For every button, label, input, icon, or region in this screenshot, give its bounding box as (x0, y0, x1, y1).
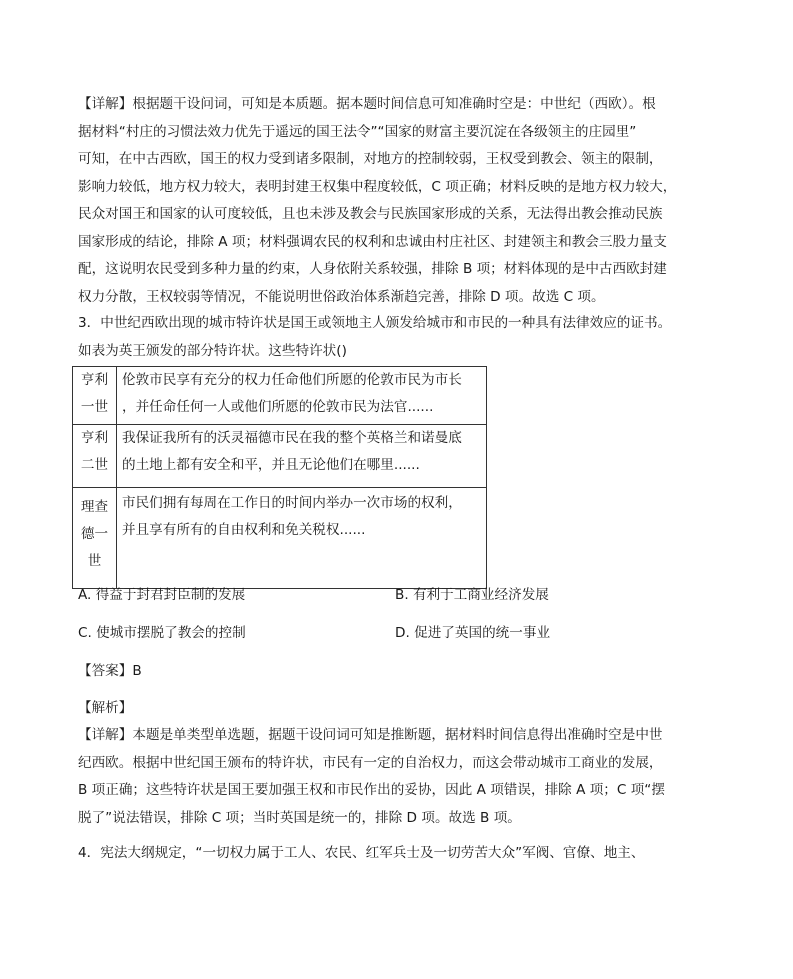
charter-text-line: ，并任命任何一人或他们所愿的伦敦市民为法官...... (122, 399, 434, 415)
table-row (73, 425, 487, 488)
text-line: B 项正确；这些特许状是国王要加强王权和市民作出的妥协，因此 A 项错误，排除 A 项；C 项“摆 (78, 782, 665, 798)
text-line: 权力分散，王权较弱等情况，不能说明世俗政治体系渐趋完善，排除 D 项。故选 C 项。 (78, 288, 605, 305)
charter-content-cell (117, 425, 487, 488)
text-line: 脱了”说法错误，排除 C 项；当时英国是统一的，排除 D 项。故选 B 项。 (78, 809, 521, 826)
option-d: D. 促进了英国的统一事业 (395, 625, 551, 641)
text-line: 配，这说明农民受到多种力量的约束，人身依附关系较强，排除 B 项；材料体现的是中古西欧封建 (78, 261, 667, 277)
question-4-stem (78, 840, 714, 868)
table-row (73, 367, 487, 425)
king-name-line: 亨利 (80, 430, 109, 446)
question-text-line: 3．中世纪西欧出现的城市特许状是国王或领地主人颁发给城市和市民的一种具有法律效应的证书。 (78, 315, 672, 331)
text-line: 【详解】根据题干设问词，可知是本质题。据本题时间信息可知准确时空是：中世纪（西欧）。根 (78, 96, 656, 112)
option-c: C. 使城市摆脱了教会的控制 (78, 625, 246, 641)
q3-explanation (78, 722, 714, 832)
question-text-line: 4．宪法大纲规定，“一切权力属于工人、农民、红军兵士及一切劳苦大众”军阀、官僚、地主、 (78, 845, 645, 861)
question-text-line: 如表为英王颁发的部分特许状。这些特许状() (78, 342, 347, 359)
text-line: 可知，在中古西欧，国王的权力受到诸多限制，对地方的控制较弱，王权受到教会、领主的限制， (78, 151, 663, 167)
king-name-line: 世 (87, 553, 102, 569)
text-line: 纪西欧。根据中世纪国王颁布的特许状，市民有一定的自治权力，而这会带动城市工商业的发展， (78, 754, 663, 771)
text-line: 据材料“村庄的习惯法效力优先于遥远的国王法令”“国家的财富主要沉淀在各级领主的庄园里” (78, 123, 637, 140)
option-b: B. 有利于工商业经济发展 (395, 587, 549, 603)
charter-content-cell (117, 488, 487, 589)
answer-label: 【答案】B (78, 663, 142, 679)
king-cell (73, 425, 117, 488)
king-name-line: 德一 (80, 526, 109, 542)
charter-text-line: 市民们拥有每周在工作日的时间内举办一次市场的权利， (122, 495, 462, 511)
king-cell (73, 367, 117, 425)
charter-text-line: 伦敦市民享有充分的权力任命他们所愿的伦敦市民为市长 (122, 372, 462, 388)
charter-text-line: 我保证我所有的沃灵福德市民在我的整个英格兰和诺曼底 (122, 430, 462, 446)
table-row (73, 488, 487, 589)
charter-text-line: 的土地上都有安全和平，并且无论他们在哪里...... (122, 457, 420, 473)
king-name-line: 二世 (80, 457, 109, 473)
king-name-line: 亨利 (80, 372, 109, 388)
option-a: A. 得益于封君封臣制的发展 (78, 587, 246, 603)
charter-text-line: 并且享有所有的自由权利和免关税权...... (122, 522, 366, 538)
text-line: 【详解】本题是单类型单选题，据题干设问词可知是推断题，据材料时间信息得出准确时空是中世 (78, 727, 663, 743)
king-name-line: 理查 (80, 499, 109, 515)
charter-content-cell (117, 367, 487, 425)
text-line: 民众对国王和国家的认可度较低，且也未涉及教会与民族国家形成的关系，无法得出教会推动民族 (78, 206, 663, 222)
text-line: 影响力较低，地方权力较大，表明封建王权集中程度较低，C 项正确；材料反映的是地方权力较大， (78, 178, 677, 195)
king-name-line: 一世 (80, 399, 109, 415)
charter-table (72, 366, 487, 589)
king-cell (73, 488, 117, 589)
text-line: 国家形成的结论，排除 A 项；材料强调农民的权利和忠诚由村庄社区、封建领主和教会三股力量支 (78, 233, 667, 250)
q2-explanation (78, 91, 714, 311)
analysis-label: 【解析】 (78, 700, 133, 716)
question-3-stem (78, 310, 714, 365)
